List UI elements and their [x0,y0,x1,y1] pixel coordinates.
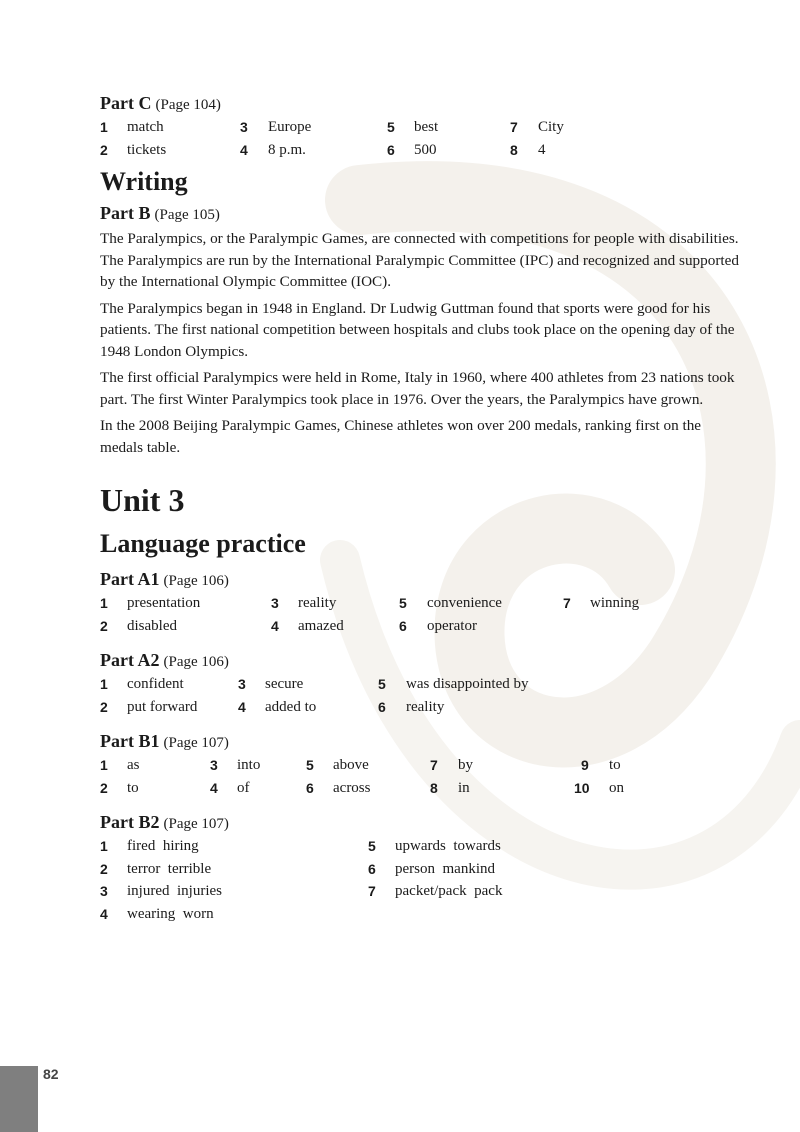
item-number: 2 [100,860,108,877]
answer-row [100,835,740,858]
page-reference: (Page 106) [163,573,229,589]
item-answer: winning [590,595,640,611]
page-edge-tab [0,1066,38,1132]
item-answer: 8 p.m. [268,141,306,158]
item-number: 5 [368,838,376,854]
answer-row [100,139,740,162]
body-paragraph: The Paralympics, or the Paralympic Games, are connected with competitions for people with disabilities. The Paralympics are run by the International Paralympic Committee (IPC) and recognized and supported by the International Olympic Committee (IOC). [100,230,739,290]
item-number: 4 [210,779,218,796]
answer-row [100,880,740,903]
item-answer: convenience [427,595,502,611]
item-number: 6 [306,779,314,796]
body-paragraph: The Paralympics began in 1948 in England. Dr Ludwig Guttman found that sports were good for his patients. The first national competition between hospitals and clubs took place on the opening day of the 1948 London Olympics. [100,299,735,360]
item-number: 6 [387,141,395,158]
item-number: 10 [574,779,590,796]
item-answer: of [237,779,250,796]
item-answer: on [609,779,624,796]
item-number: 7 [510,119,518,135]
page-reference: (Page 107) [163,735,229,751]
item-number: 2 [100,779,108,796]
body-paragraph: The first official Paralympics were held in Rome, Italy in 1960, where 400 athletes from 23 nations took part. The first Winter Paralympics took place in 1976. Over the years, the Paralympics have grown. [100,369,735,408]
item-answer: packet/pack pack [395,883,503,899]
item-number: 5 [399,595,407,611]
item-number: 6 [399,617,407,634]
body-paragraph: In the 2008 Beijing Paralympic Games, Chinese athletes won over 200 medals, ranking first on the medals table. [100,417,702,456]
item-number: 3 [271,595,279,611]
part-a1-heading [100,568,740,592]
item-number: 2 [100,698,108,715]
item-answer: 500 [414,141,437,158]
item-number: 7 [368,883,376,899]
item-number: 2 [100,617,108,634]
item-answer: terror terrible [127,860,212,877]
part-b-heading [100,202,740,226]
item-number: 3 [210,757,218,773]
item-answer: tickets [127,141,167,158]
item-answer: was disappointed by [406,676,529,692]
page-reference: (Page 105) [154,207,220,223]
item-number: 3 [238,676,246,692]
item-answer: best [414,119,439,135]
item-number: 4 [238,698,246,715]
language-practice-heading: Language practice [100,529,306,558]
part-title: Part A2 [100,650,160,670]
item-answer: presentation [127,595,201,611]
part-b2-heading [100,811,740,835]
answer-row [100,754,740,777]
item-answer: confident [127,676,184,692]
item-answer: to [609,757,621,773]
item-number: 1 [100,119,108,135]
item-number: 2 [100,141,108,158]
part-title: Part C [100,93,152,113]
answer-row [100,615,740,638]
item-answer: across [333,779,371,796]
answer-row [100,116,740,139]
item-answer: as [127,757,140,773]
answer-row [100,903,740,926]
item-number: 3 [100,883,108,899]
item-number: 4 [271,617,279,634]
answer-row [100,777,740,800]
item-answer: reality [298,595,337,611]
part-title: Part A1 [100,569,160,589]
item-number: 1 [100,757,108,773]
item-answer: operator [427,617,477,634]
item-answer: disabled [127,617,177,634]
page-reference: (Page 107) [163,816,229,832]
item-number: 8 [510,141,518,158]
item-answer: by [458,757,473,773]
item-answer: wearing worn [127,905,214,922]
part-title: Part B1 [100,731,160,751]
item-number: 7 [563,595,571,611]
item-number: 5 [387,119,395,135]
writing-heading: Writing [100,167,188,196]
item-answer: Europe [268,119,312,135]
item-answer: injured injuries [127,883,222,899]
item-number: 4 [240,141,248,158]
part-b1-heading [100,730,740,754]
item-number: 1 [100,676,108,692]
item-number: 6 [368,860,376,877]
item-answer: above [333,757,369,773]
part-title: Part B [100,203,151,223]
item-answer: match [127,119,164,135]
item-answer: put forward [127,698,198,715]
item-answer: 4 [538,141,546,158]
item-answer: person mankind [395,860,495,877]
item-number: 5 [306,757,314,773]
item-number: 5 [378,676,386,692]
item-answer: to [127,779,139,796]
item-answer: amazed [298,617,344,634]
item-number: 6 [378,698,386,715]
part-a2-heading [100,649,740,673]
answer-row [100,673,740,696]
item-answer: secure [265,676,304,692]
item-answer: reality [406,698,445,715]
item-answer: City [538,119,564,135]
item-answer: fired hiring [127,838,199,854]
answer-row [100,696,740,719]
part-title: Part B2 [100,812,160,832]
item-number: 4 [100,905,108,922]
item-number: 1 [100,838,108,854]
item-answer: added to [265,698,317,715]
answer-key-content [100,92,740,925]
item-number: 3 [240,119,248,135]
page-reference: (Page 106) [163,654,229,670]
item-number: 1 [100,595,108,611]
answer-row [100,858,740,881]
item-number: 7 [430,757,438,773]
item-answer: upwards towards [395,838,501,854]
page-number: 82 [43,1066,59,1082]
item-number: 9 [581,757,589,773]
answer-row [100,592,740,615]
part-c-heading [100,92,740,116]
item-number: 8 [430,779,438,796]
page-reference: (Page 104) [155,97,221,113]
unit-title: Unit 3 [100,482,185,518]
item-answer: in [458,779,470,796]
item-answer: into [237,757,261,773]
